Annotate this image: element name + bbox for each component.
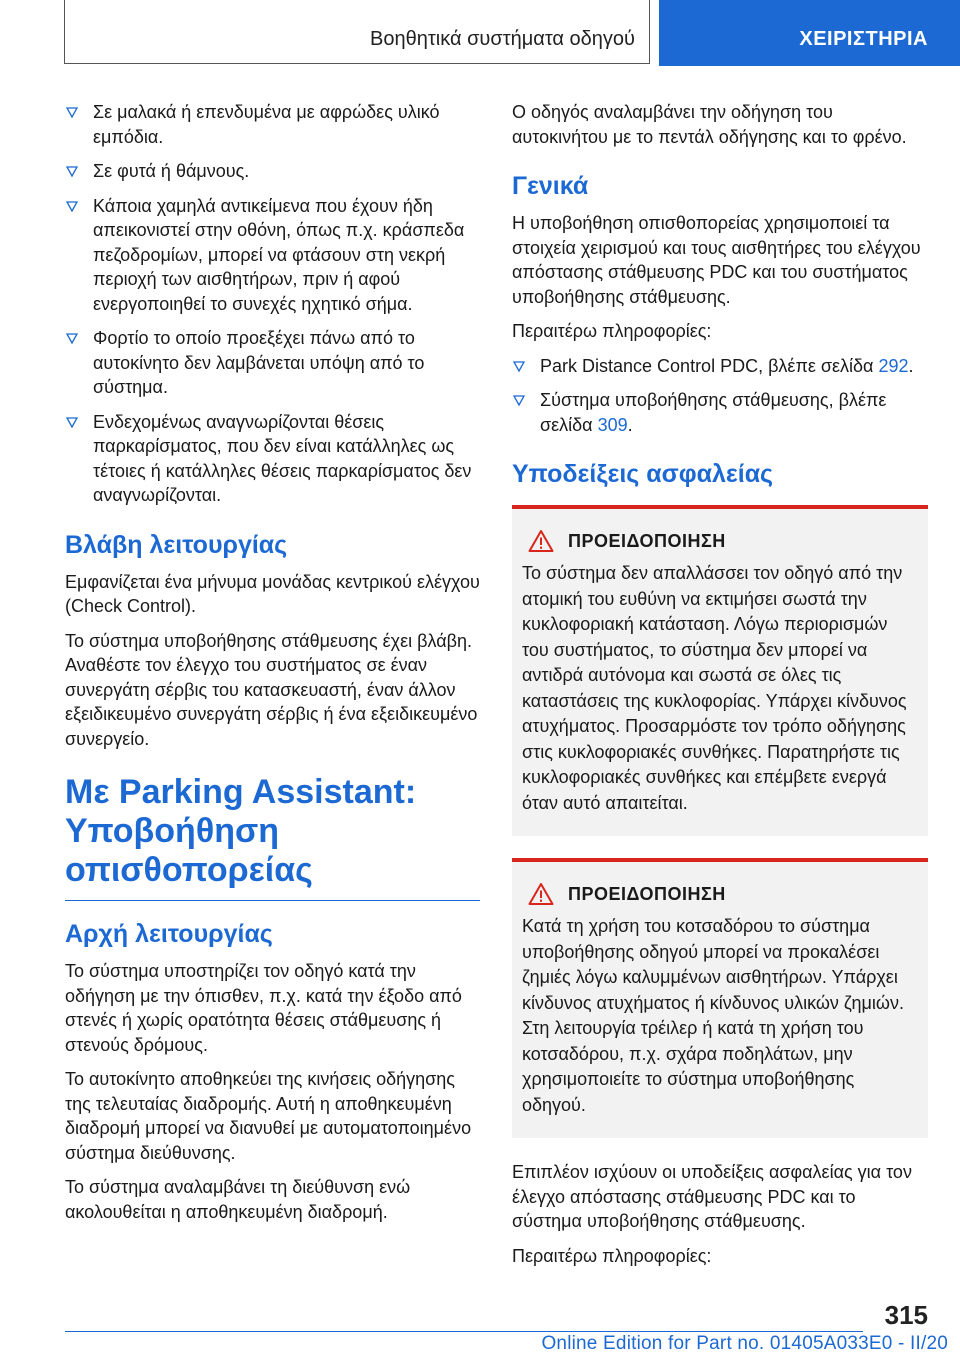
warning-box — [512, 858, 928, 1138]
intro-paragraph: Ο οδηγός αναλαμβάνει την οδήγηση του αυτοκινήτου με το πεντάλ οδήγησης και το φρένο. — [512, 102, 907, 147]
list-item: Ενδεχομένως αναγνωρίζονται θέσεις παρκαρίσματος, που δεν είναι κατάλληλες ως τέτοιες ή κατάλληλες θέσεις παρκαρίσματος δεν αναγνωρίζονται. — [65, 410, 480, 508]
warning-text: Το σύστημα δεν απαλλάσσει τον οδηγό από την ατομική του ευθύνη να εκτιμήσει σωστά την κυκλοφοριακή κατάσταση. Λόγω περιορισμών του συστήματος, το σύστημα δεν μπορεί να αντιδρά αυτόνομα και σωστά σε όλες τις καταστάσεις της κυκλοφορίας. Υπάρχει κίνδυνος ατυχήματος. Προσαρμόστε τον τρόπο οδήγησης στις κυκλοφοριακές συνθήκες. Παρατηρήστε τις κυκλοφοριακές συνθήκες και επέμβετε ενεργά όταν αυτό απαιτείται. — [522, 563, 907, 813]
general-paragraph: Η υποβοήθηση οπισθοπορείας χρησιμοποιεί τα στοιχεία χειρισμού και τους αισθητήρες του ελέγχου απόστασης στάθμευσης PDC και του συστήματος υποβοήθησης στάθμευσης. — [512, 213, 921, 307]
bullet-triangle-icon — [512, 393, 526, 407]
warning-text: Κατά τη χρήση του κοτσαδόρου το σύστημα υποβοήθησης οδηγού μπορεί να προκαλέσει ζημιές λόγω καλυμμένων αισθητήρων. Υπάρχει κίνδυνος ατυχήματος ή κίνδυνος υλικών ζημιών. Στη λειτουργία τρέιλερ ή κατά τη χρήση του κοτσαδόρου, π.χ. σχάρα ποδηλάτων, μην χρησιμοποιείτε το σύστημα υποβοήθησης οδηγού. — [522, 916, 904, 1115]
warning-triangle-icon — [528, 529, 554, 553]
more-info-label: Περαιτέρω πληροφορίες: — [512, 321, 712, 341]
main-heading: Με Parking Assistant: Υποβοήθηση οπισθοπορείας — [65, 773, 480, 901]
bullet-triangle-icon — [512, 359, 526, 373]
more-info-label: Περαιτέρω πληροφορίες: — [512, 1245, 712, 1266]
warning-box — [512, 505, 928, 836]
safety-heading: Υποδείξεις ασφαλείας — [512, 460, 774, 488]
section-title: Βοηθητικά συστήματα οδηγού — [370, 28, 635, 50]
general-heading: Γενικά — [512, 172, 589, 200]
left-column — [65, 100, 480, 1234]
malfunction-paragraph-1: Εμφανίζεται ένα μήνυμα μονάδας κεντρικού ελέγχου (Check Control). — [65, 571, 480, 616]
bullet-triangle-icon — [65, 331, 79, 345]
list-item: Σε φυτά ή θάμνους. — [65, 159, 480, 184]
list-item: Φορτίο το οποίο προεξέχει πάνω από το αυτοκίνητο δεν λαμβάνεται υπόψη από το σύστημα. — [65, 326, 480, 400]
malfunction-paragraph-2: Το σύστημα υποβοήθησης στάθμευσης έχει βλάβη. Αναθέστε τον έλεγχο του συστήματος σε έναν συνεργάτη σέρβις του κατασκευαστή, έναν άλλον εξειδικευμένο συνεργάτη σέρβις ή ένα εξειδικευμένο συνεργείο. — [65, 630, 478, 749]
bullet-triangle-icon — [65, 164, 79, 178]
page-link[interactable]: 292 — [878, 355, 909, 376]
section-tab — [64, 0, 650, 64]
warning-triangle-icon — [528, 882, 554, 906]
page-link[interactable]: 309 — [597, 414, 628, 435]
bullet-triangle-icon — [65, 415, 79, 429]
malfunction-heading: Βλάβη λειτουργίας — [65, 530, 288, 559]
closing-paragraph: Επιπλέον ισχύουν οι υποδείξεις ασφαλείας για τον έλεγχο απόστασης στάθμευσης PDC και το σύστημα υποβοήθησης στάθμευσης. — [512, 1162, 912, 1231]
edition-footer: Online Edition for Part no. 01405A033E0 - II/20 — [541, 1333, 948, 1354]
principle-heading: Αρχή λειτουργίας — [65, 920, 273, 948]
footer-divider — [65, 1331, 863, 1332]
principle-paragraph-2: Το αυτοκίνητο αποθηκεύει της κινήσεις οδήγησης της τελευταίας διαδρομής. Αυτή η αποθηκευμένη διαδρομή μπορεί να διανυθεί με αυτοματοποιημένο σύστημα διεύθυνσης. — [65, 1069, 472, 1163]
bullet-triangle-icon — [65, 105, 79, 119]
chapter-title: ΧΕΙΡΙΣΤΗΡΙΑ — [799, 28, 928, 50]
list-item: Park Distance Control PDC, βλέπε σελίδα 292. — [512, 354, 928, 379]
right-column — [512, 100, 928, 1278]
page-number: 315 — [884, 1300, 928, 1330]
page-header — [0, 0, 960, 66]
list-item: Κάποια χαμηλά αντικείμενα που έχουν ήδη απεικονιστεί στην οθόνη, όπως π.χ. κράσπεδα πεζοδρομίων, μπορεί να φτάσουν στη νεκρή περιοχή των αισθητήρων, πριν ή αφού ενεργοποιηθεί το συνεχές ηχητικό σήμα. — [65, 194, 480, 317]
limitations-list — [65, 100, 480, 508]
reference-list — [512, 354, 928, 438]
principle-paragraph-3: Το σύστημα αναλαμβάνει τη διεύθυνση ενώ ακολουθείται η αποθηκευμένη διαδρομή. — [65, 1177, 411, 1222]
list-item: Σε μαλακά ή επενδυμένα με αφρώδες υλικό εμπόδια. — [65, 100, 480, 149]
bullet-triangle-icon — [65, 199, 79, 213]
warning-title: ΠΡΟΕΙΔΟΠΟΙΗΣΗ — [568, 883, 726, 904]
list-item: Σύστημα υποβοήθησης στάθμευσης, βλέπε σελίδα 309. — [512, 388, 928, 437]
warning-title: ΠΡΟΕΙΔΟΠΟΙΗΣΗ — [568, 530, 726, 551]
chapter-tab — [659, 0, 960, 66]
principle-paragraph-1: Το σύστημα υποστηρίζει τον οδηγό κατά την οδήγηση με την όπισθεν, π.χ. κατά την έξοδο από στενές ή χωρίς ορατότητα θέσεις στάθμευσης ή στενούς δρόμους. — [65, 961, 462, 1055]
